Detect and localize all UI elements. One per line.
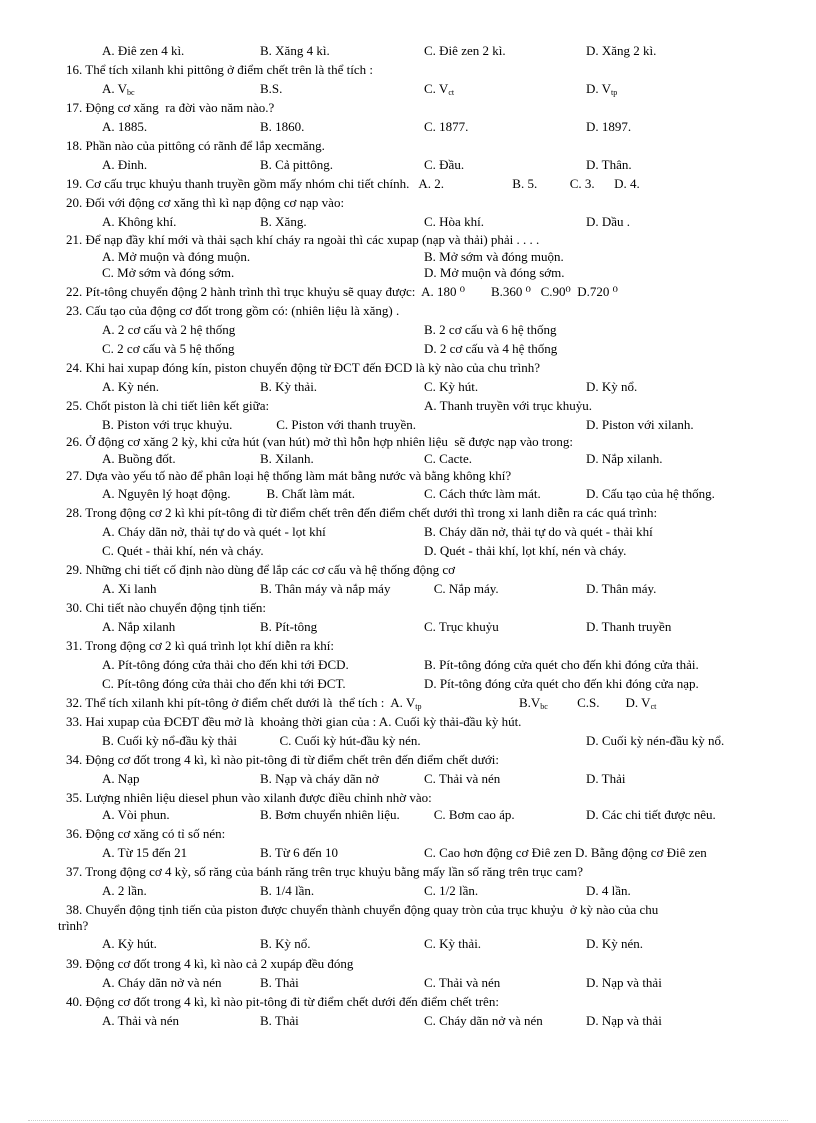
- answer-option-text: A. Xi lanh: [102, 581, 157, 596]
- question-stem: 36. Động cơ xăng có tỉ số nén:: [66, 826, 226, 841]
- answer-option: [102, 524, 326, 540]
- answer-option-text: C. Thải và nén: [424, 975, 501, 990]
- answer-option-text: B. Thải: [260, 975, 299, 990]
- answer-option-text: A. Nạp: [102, 771, 140, 786]
- answer-option-text: B. Bơm chuyển nhiên liệu.: [260, 807, 400, 822]
- question-text: [66, 195, 344, 212]
- answer-option: [260, 486, 355, 502]
- page-bottom-divider: [28, 1120, 788, 1121]
- answer-option: [260, 81, 282, 97]
- answer-option-text: A. Cháy dãn nở, thải tự do và quét - lọt khí: [102, 524, 326, 539]
- answer-option-text: B. Mở sớm và đóng muộn.: [424, 249, 564, 264]
- question-stem: trình?: [58, 918, 89, 933]
- question-text: [66, 398, 269, 415]
- answer-option-text: B. Xăng 4 kì.: [260, 43, 330, 58]
- answer-option: [586, 619, 671, 635]
- answer-option-text: C. Kỳ thải.: [424, 936, 482, 951]
- answer-option-text: C. 2 cơ cấu và 5 hệ thống: [102, 341, 235, 356]
- answer-option-text: C. 1/2 lần.: [424, 883, 479, 898]
- answer-option-text: C. V: [424, 81, 449, 96]
- subscript: ct: [650, 702, 657, 711]
- question-stem: 23. Cấu tạo của động cơ đốt trong gồm có: (nhiên liệu là xăng) .: [66, 303, 400, 318]
- answer-option: [260, 214, 307, 230]
- answer-option-text: C. Pít-tông đóng cửa thải cho đến khi tới ĐCT.: [102, 676, 346, 691]
- answer-option: [102, 657, 349, 673]
- answer-option-text: D. Xăng 2 kì.: [586, 43, 657, 58]
- answer-option: [586, 807, 716, 823]
- answer-option-text: C. Trục khuỷu: [424, 619, 499, 634]
- answer-option-text: B.S.: [260, 81, 283, 96]
- answer-option-text: A. 1885.: [102, 119, 148, 134]
- question-text: [66, 864, 583, 881]
- question-text: [66, 600, 266, 617]
- answer-option: [424, 845, 707, 861]
- answer-option-text: A. Vòi phun.: [102, 807, 170, 822]
- answer-option: [260, 975, 299, 991]
- answer-option: [424, 214, 484, 230]
- question-stem: 16. Thể tích xilanh khi pittông ở điểm chết trên là thể tích :: [66, 62, 374, 77]
- answer-option-text: D. Kỳ nổ.: [586, 379, 638, 394]
- answer-option: [102, 543, 264, 559]
- answer-option: [424, 1013, 543, 1029]
- question-text: [66, 284, 618, 301]
- answer-option-text: D. Piston với xilanh.: [586, 417, 694, 432]
- question-text: [66, 232, 539, 249]
- question-stem: 22. Pít-tông chuyển động 2 hành trình thì trục khuỷu sẽ quay được: A. 180 ⁰ B.360 ⁰ C.90⁰ D.720 ⁰: [66, 284, 618, 299]
- answer-option-text: D. Mở muộn và đóng sớm.: [424, 265, 565, 280]
- question-stem: 30. Chi tiết nào chuyển động tịnh tiến:: [66, 600, 267, 615]
- answer-option-text: C. Hòa khí.: [424, 214, 484, 229]
- answer-option-text: A. Pít-tông đóng cửa thải cho đến khi tới ĐCD.: [102, 657, 349, 672]
- answer-option-text: A. Buồng đốt.: [102, 451, 176, 466]
- answer-option-text: D. Thải: [586, 771, 626, 786]
- answer-option-text: C. Nắp máy.: [424, 581, 499, 596]
- question-stem: 25. Chốt piston là chi tiết liên kết giữa:: [66, 398, 270, 413]
- answer-option-text: C. Cao hơn động cơ Điê zen D. Bằng động cơ Điê zen: [424, 845, 707, 860]
- answer-option: [260, 733, 421, 749]
- answer-option: [586, 119, 631, 135]
- question-stem: 35. Lượng nhiên liệu diesel phun vào xilanh được điều chỉnh nhờ vào:: [66, 790, 432, 805]
- answer-option-text: C. Điê zen 2 kì.: [424, 43, 506, 58]
- answer-option-text: A. Kỳ nén.: [102, 379, 160, 394]
- answer-option: [424, 936, 481, 952]
- answer-option: [102, 249, 250, 265]
- answer-option: [424, 807, 515, 823]
- answer-option: [102, 81, 135, 101]
- answer-option: [424, 265, 565, 281]
- subscript: tp: [611, 88, 618, 97]
- answer-option: [586, 157, 632, 173]
- question-option-inline: B.V: [421, 695, 541, 710]
- answer-option: [424, 81, 454, 101]
- answer-option: [102, 619, 175, 635]
- question-text: [66, 638, 334, 655]
- question-stem: 29. Những chi tiết cố định nào dùng để lắp các cơ cấu và hệ thống động cơ: [66, 562, 456, 577]
- answer-option-text: D. Thân máy.: [586, 581, 657, 596]
- answer-option-text: A. Thanh truyền với trục khuỷu.: [424, 398, 593, 413]
- answer-option: [424, 379, 478, 395]
- answer-option: [102, 341, 235, 357]
- answer-option-text: A. Đỉnh.: [102, 157, 148, 172]
- question-text: [66, 562, 455, 579]
- answer-option: [260, 451, 314, 467]
- question-stem: 24. Khi hai xupap đóng kín, piston chuyển động từ ĐCT đến ĐCD là kỳ nào của chu trình?: [66, 360, 541, 375]
- question-stem: 37. Trong động cơ 4 kỳ, số răng của bánh răng trên trục khuỷu bằng mấy lần số răng trên trục cam?: [66, 864, 583, 879]
- answer-option: [586, 1013, 662, 1029]
- answer-option-text: C. Bơm cao áp.: [424, 807, 515, 822]
- question-stem: 34. Động cơ đốt trong 4 kì, kì nào pit-tông đi từ điểm chết trên đến điểm chết dưới:: [66, 752, 499, 767]
- answer-option: [102, 771, 140, 787]
- answer-option-text: B. Kỳ thải.: [260, 379, 318, 394]
- answer-option: [586, 883, 631, 899]
- answer-option: [260, 771, 379, 787]
- question-text: [66, 695, 656, 712]
- answer-option: [102, 417, 232, 433]
- answer-option-text: D. Nạp và thải: [586, 975, 662, 990]
- answer-option: [424, 157, 464, 173]
- answer-option: [102, 43, 184, 59]
- answer-option: [586, 936, 643, 952]
- answer-option-text: B. Xilanh.: [260, 451, 314, 466]
- answer-option: [586, 81, 617, 101]
- question-text: [66, 434, 573, 451]
- answer-option-text: B. Cháy dãn nở, thải tự do và quét - thải khí: [424, 524, 653, 539]
- answer-option-text: B. Nạp và cháy dãn nở: [260, 771, 379, 786]
- question-text: [66, 303, 399, 320]
- question-text: [66, 902, 658, 919]
- question-stem: 17. Động cơ xăng ra đời vào năm nào.?: [66, 100, 275, 115]
- answer-option: [102, 807, 170, 823]
- answer-option-text: C. Kỳ hút.: [424, 379, 479, 394]
- question-text: [66, 956, 353, 973]
- question-text: [66, 826, 225, 843]
- answer-option: [424, 341, 557, 357]
- answer-option: [260, 581, 390, 597]
- answer-option-text: A. Nguyên lý hoạt động.: [102, 486, 231, 501]
- question-stem: 18. Phần nào của pittông có rãnh để lắp xecmăng.: [66, 138, 325, 153]
- answer-option: [102, 883, 147, 899]
- answer-option: [260, 1013, 299, 1029]
- answer-option-text: C. Cacte.: [424, 451, 473, 466]
- answer-option: [586, 771, 625, 787]
- answer-option-text: C. Quét - thải khí, nén và cháy.: [102, 543, 264, 558]
- answer-option: [586, 451, 663, 467]
- answer-option: [586, 214, 630, 230]
- answer-option: [260, 379, 317, 395]
- answer-option-text: D. 4 lần.: [586, 883, 631, 898]
- answer-option: [102, 975, 222, 991]
- answer-option-text: A. 2 cơ cấu và 2 hệ thống: [102, 322, 236, 337]
- answer-option: [424, 43, 506, 59]
- answer-option-text: A. Mở muộn và đóng muộn.: [102, 249, 251, 264]
- answer-option: [102, 936, 157, 952]
- answer-option: [260, 807, 400, 823]
- answer-option: [102, 581, 157, 597]
- answer-option: [102, 451, 176, 467]
- answer-option-text: D. 1897.: [586, 119, 632, 134]
- answer-option: [586, 733, 724, 749]
- question-text: [66, 360, 540, 377]
- answer-option-text: D. Pít-tông đóng cửa quét cho đến khi đóng cửa nạp.: [424, 676, 699, 691]
- question-text: [66, 100, 274, 117]
- answer-option-text: A. Không khí.: [102, 214, 177, 229]
- answer-option-text: A. Từ 15 đến 21: [102, 845, 188, 860]
- answer-option: [424, 451, 472, 467]
- answer-option-text: C. Mở sớm và đóng sớm.: [102, 265, 235, 280]
- answer-option-text: D. Dầu .: [586, 214, 631, 229]
- answer-option: [102, 214, 176, 230]
- answer-option-text: B. Thải: [260, 1013, 299, 1028]
- answer-option-text: B. Thân máy và nắp máy: [260, 581, 391, 596]
- question-stem: 39. Động cơ đốt trong 4 kì, kì nào cả 2 xupáp đều đóng: [66, 956, 354, 971]
- answer-option-text: A. Điê zen 4 kì.: [102, 43, 185, 58]
- answer-option: [424, 657, 699, 673]
- question-text: [66, 505, 657, 522]
- answer-option-text: A. V: [102, 81, 128, 96]
- answer-option-text: D. Thân.: [586, 157, 632, 172]
- answer-option: [424, 975, 500, 991]
- subscript: bc: [540, 702, 548, 711]
- answer-option: [424, 543, 626, 559]
- answer-option-text: B. Cuối kỳ nổ-đầu kỳ thải: [102, 733, 238, 748]
- answer-option-text: A. Thải và nén: [102, 1013, 180, 1028]
- answer-option-text: D. Thanh truyền: [586, 619, 672, 634]
- answer-option: [260, 157, 333, 173]
- answer-option-text: D. Cấu tạo của hệ thống.: [586, 486, 715, 501]
- answer-option: [260, 43, 330, 59]
- question-text: [66, 790, 432, 807]
- question-text: [66, 468, 511, 485]
- answer-option: [102, 676, 346, 692]
- answer-option-text: B. Piston với trục khuỷu.: [102, 417, 233, 432]
- question-option-inline: C.S. D. V: [547, 695, 651, 710]
- question-stem: 21. Để nạp đầy khí mới và thải sạch khí cháy ra ngoài thì các xupap (nạp và thải) phải . . . .: [66, 232, 540, 247]
- question-stem: 33. Hai xupap của ĐCĐT đều mở là khoảng thời gian của : A. Cuối kỳ thải-đầu kỳ hút.: [66, 714, 522, 729]
- answer-option: [586, 486, 715, 502]
- question-stem: 20. Đối với động cơ xăng thì kì nạp động cơ nạp vào:: [66, 195, 345, 210]
- answer-option-text: D. Quét - thải khí, lọt khí, nén và cháy.: [424, 543, 627, 558]
- answer-option-text: C. Cuối kỳ hút-đầu kỳ nén.: [260, 733, 421, 748]
- answer-option: [260, 619, 317, 635]
- answer-option: [586, 43, 656, 59]
- answer-option: [102, 265, 234, 281]
- answer-option-text: B. Kỳ nổ.: [260, 936, 311, 951]
- answer-option-text: C. Cháy dãn nở và nén: [424, 1013, 543, 1028]
- answer-option: [586, 581, 656, 597]
- answer-option: [424, 524, 653, 540]
- answer-option: [424, 676, 699, 692]
- answer-option: [260, 883, 314, 899]
- answer-option-text: B. Pít-tông đóng cửa quét cho đến khi đóng cửa thải.: [424, 657, 699, 672]
- answer-option: [102, 1013, 179, 1029]
- answer-option: [260, 845, 338, 861]
- answer-option-text: B. 2 cơ cấu và 6 hệ thống: [424, 322, 557, 337]
- answer-option-text: D. V: [586, 81, 612, 96]
- question-stem: 27. Dựa vào yếu tố nào để phân loại hệ thống làm mát bằng nước và bằng không khí?: [66, 468, 512, 483]
- answer-option-text: C. 1877.: [424, 119, 469, 134]
- answer-option-text: D. Nạp và thải: [586, 1013, 662, 1028]
- answer-option-text: D. 2 cơ cấu và 4 hệ thống: [424, 341, 558, 356]
- question-stem: 32. Thể tích xilanh khi pít-tông ở điểm chết dưới là thể tích : A. V: [66, 695, 416, 710]
- answer-option: [586, 417, 694, 433]
- answer-option: [260, 119, 304, 135]
- question-text: [66, 752, 499, 769]
- answer-option-text: A. Kỳ hút.: [102, 936, 157, 951]
- answer-option: [424, 398, 592, 414]
- subscript: tp: [415, 702, 422, 711]
- answer-option-text: B. 1860.: [260, 119, 305, 134]
- question-stem: 26. Ở động cơ xăng 2 kỳ, khi cửa hút (van hút) mở thì hỗn hợp nhiên liệu sẽ được nạp vào trong:: [66, 434, 573, 449]
- answer-option: [424, 883, 478, 899]
- subscript: ct: [448, 88, 455, 97]
- answer-option: [260, 417, 416, 433]
- answer-option: [586, 975, 662, 991]
- answer-option: [102, 379, 159, 395]
- answer-option: [424, 619, 499, 635]
- question-text: [66, 714, 521, 731]
- answer-option-text: A. 2 lần.: [102, 883, 147, 898]
- answer-option-text: B. Chất làm mát.: [260, 486, 355, 501]
- answer-option: [102, 845, 187, 861]
- answer-option: [424, 771, 500, 787]
- question-stem: 28. Trong động cơ 2 kì khi pít-tông đi từ điểm chết trên đến điểm chết dưới thì trong xi lanh diễn ra các quá trình:: [66, 505, 658, 520]
- answer-option-text: C. Đầu.: [424, 157, 465, 172]
- question-text: [58, 918, 88, 935]
- answer-option: [424, 486, 541, 502]
- answer-option-text: A. Cháy dãn nở và nén: [102, 975, 222, 990]
- question-text: [66, 176, 640, 193]
- answer-option-text: D. Kỳ nén.: [586, 936, 644, 951]
- answer-option-text: C. Thải và nén: [424, 771, 501, 786]
- answer-option-text: C. Cách thức làm mát.: [424, 486, 541, 501]
- answer-option-text: B. 1/4 lần.: [260, 883, 315, 898]
- question-stem: 19. Cơ cấu trục khuỷu thanh truyền gồm mấy nhóm chi tiết chính. A. 2. B. 5. C. 3. D. 4.: [66, 176, 640, 191]
- answer-option: [586, 379, 637, 395]
- subscript: bc: [127, 88, 135, 97]
- question-stem: 40. Động cơ đốt trong 4 kì, kì nào pit-tông đi từ điểm chết dưới đến điểm chết trên:: [66, 994, 499, 1009]
- question-stem: 31. Trong động cơ 2 kì quá trình lọt khí diễn ra khí:: [66, 638, 334, 653]
- answer-option: [102, 157, 147, 173]
- answer-option: [424, 119, 468, 135]
- question-text: [66, 138, 325, 155]
- answer-option-text: D. Nắp xilanh.: [586, 451, 663, 466]
- question-stem: 38. Chuyển động tịnh tiến của piston được chuyển thành chuyển động quay tròn của trục khuỷu ở kỳ nào của chu: [66, 902, 659, 917]
- answer-option: [102, 486, 231, 502]
- answer-option: [102, 322, 235, 338]
- answer-option-text: B. Cả pittông.: [260, 157, 333, 172]
- answer-option: [424, 322, 557, 338]
- answer-option: [424, 249, 564, 265]
- answer-option: [260, 936, 311, 952]
- answer-option-text: D. Các chi tiết được nêu.: [586, 807, 716, 822]
- question-text: [66, 994, 499, 1011]
- answer-option-text: B. Từ 6 đến 10: [260, 845, 338, 860]
- answer-option: [102, 733, 237, 749]
- answer-option-text: C. Piston với thanh truyền.: [260, 417, 417, 432]
- answer-option: [102, 119, 147, 135]
- answer-option-text: A. Nắp xilanh: [102, 619, 176, 634]
- answer-option-text: B. Xăng.: [260, 214, 307, 229]
- question-text: [66, 62, 373, 79]
- answer-option: [424, 581, 499, 597]
- answer-option-text: B. Pít-tông: [260, 619, 318, 634]
- answer-option-text: D. Cuối kỳ nén-đầu kỳ nổ.: [586, 733, 725, 748]
